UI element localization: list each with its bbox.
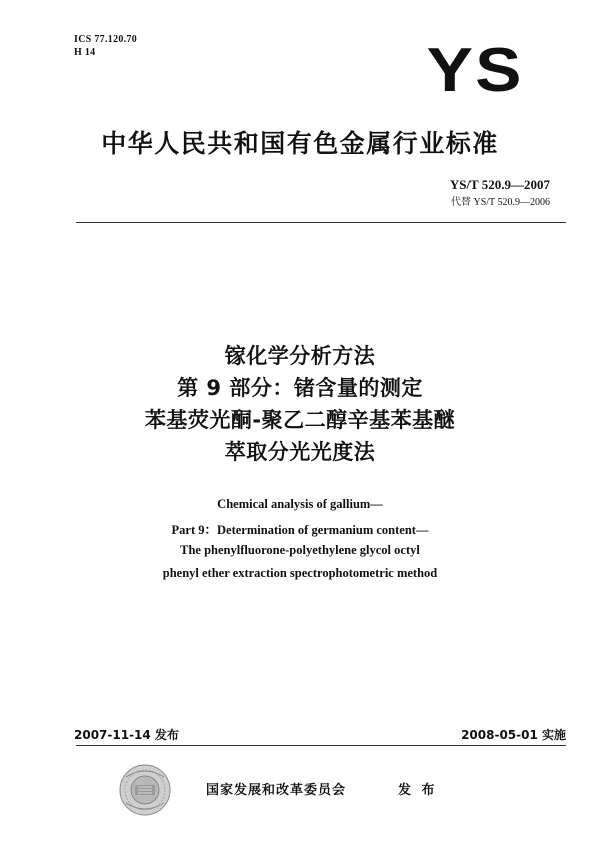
title-cn-line-2: 第 9 部分：锗含量的测定 <box>177 376 423 400</box>
title-cn-line-1: 镓化学分析方法 <box>224 344 376 368</box>
title-en-line-1: Chemical analysis of gallium— <box>217 497 383 511</box>
publish-date: 2007-11-14 发布 <box>74 728 179 742</box>
title-cn-line-3: 苯基荧光酮-聚乙二醇辛基苯基醚 <box>144 408 456 432</box>
anti-counterfeit-seal-icon <box>118 763 172 817</box>
title-en-line-4: phenyl ether extraction spectrophotometric method <box>162 566 438 580</box>
ics-code: ICS 77.120.70 <box>74 34 138 45</box>
title-en-line-3: The phenylfluorone-polyethylene glycol octyl <box>180 543 420 557</box>
organization-title: 中华人民共和国有色金属行业标准 <box>101 129 499 158</box>
replaces-standard: 代替 YS/T 520.9—2006 <box>451 197 550 208</box>
bottom-divider <box>76 745 566 746</box>
publisher: 国家发展和改革委员会 <box>206 783 347 798</box>
ys-logo: YS <box>426 36 524 105</box>
title-en-line-2: Part 9：Determination of germanium content— <box>171 523 429 537</box>
standard-number: YS/T 520.9—2007 <box>449 177 550 192</box>
top-divider <box>76 222 566 223</box>
publish-label: 发 布 <box>398 783 438 798</box>
title-cn-line-4: 萃取分光光度法 <box>224 440 376 464</box>
ccs-code: H 14 <box>74 47 96 58</box>
implement-date: 2008-05-01 实施 <box>461 728 566 742</box>
